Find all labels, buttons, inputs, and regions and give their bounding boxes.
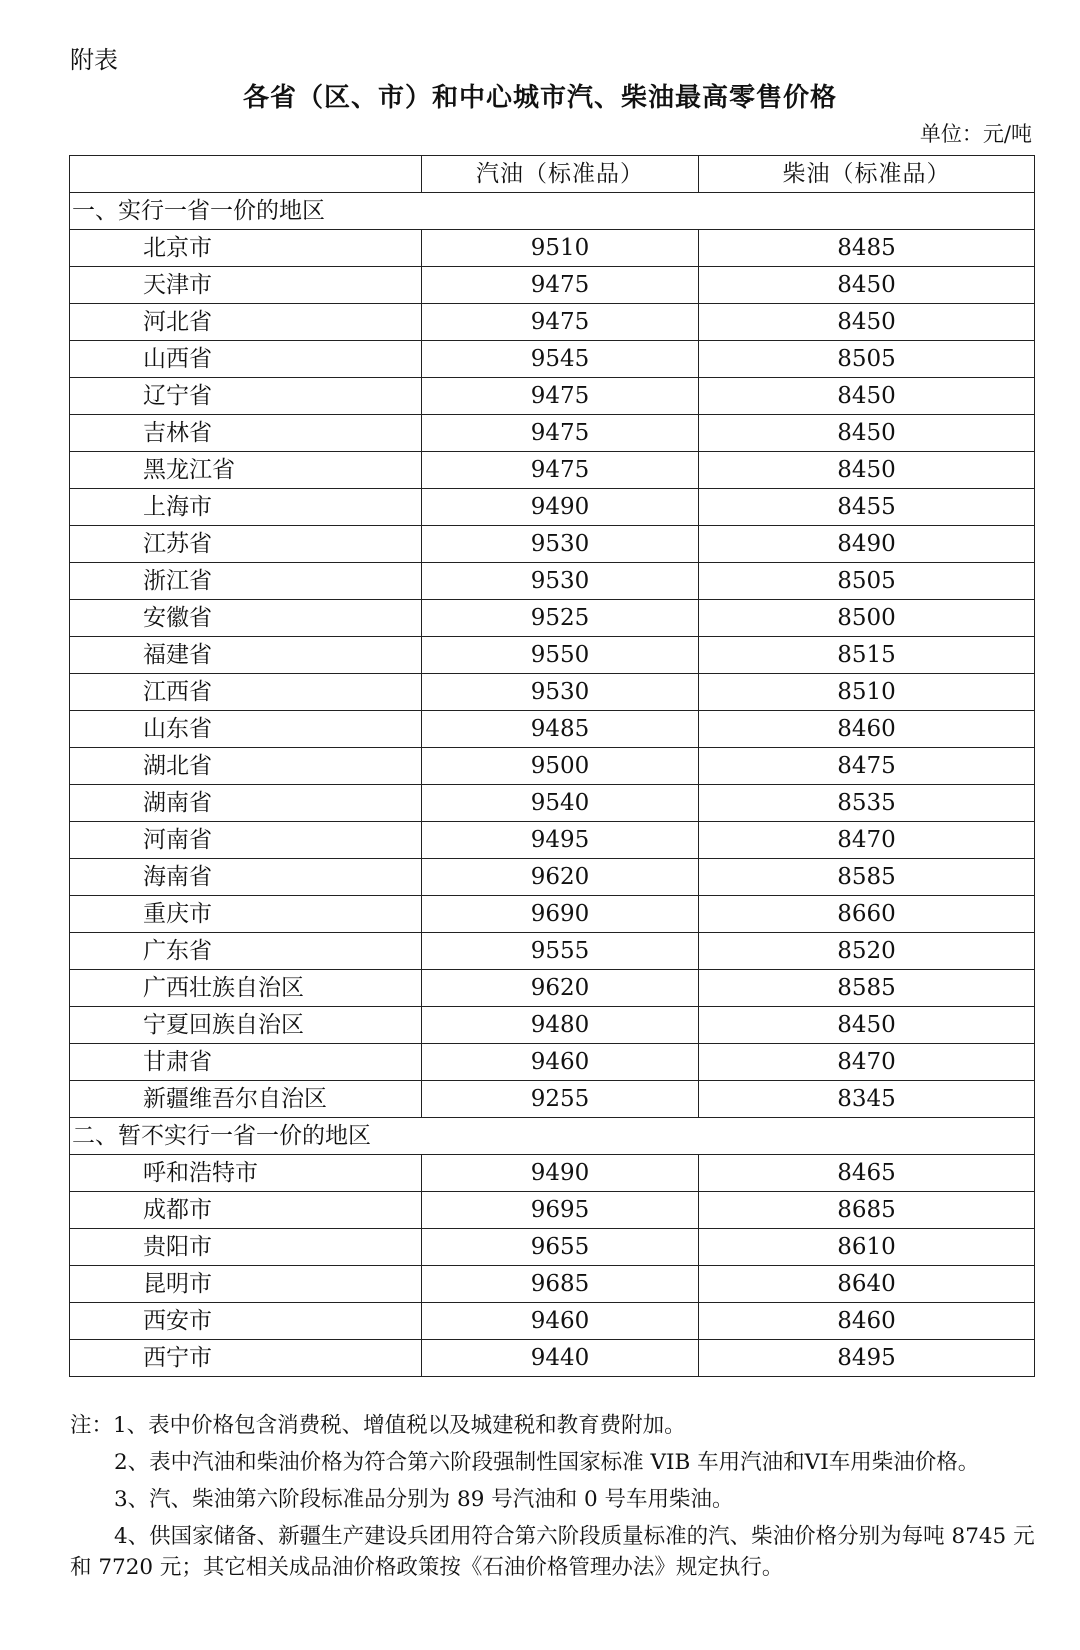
table-row <box>70 1266 1035 1303</box>
gasoline-price-cell: 9490 <box>422 489 699 526</box>
page-title: 各省（区、市）和中心城市汽、柴油最高零售价格 <box>242 83 837 113</box>
diesel-price-cell: 8460 <box>699 1303 1035 1340</box>
gasoline-price-cell: 9530 <box>422 526 699 563</box>
gasoline-price-cell: 9475 <box>422 304 699 341</box>
table-body <box>70 193 1035 1377</box>
table-row <box>70 970 1035 1007</box>
region-cell: 广东省 <box>70 933 422 970</box>
region-cell: 天津市 <box>70 267 422 304</box>
header-gasoline: 汽油（标准品） <box>422 156 699 193</box>
header-region <box>70 156 422 193</box>
diesel-price-cell: 8505 <box>699 341 1035 378</box>
table-row <box>70 600 1035 637</box>
diesel-price-cell: 8520 <box>699 933 1035 970</box>
diesel-price-cell: 8450 <box>699 452 1035 489</box>
table-row <box>70 822 1035 859</box>
table-row <box>70 933 1035 970</box>
table-row <box>70 489 1035 526</box>
table-row <box>70 230 1035 267</box>
section-row <box>70 1118 1035 1155</box>
table-row <box>70 896 1035 933</box>
table-row <box>70 415 1035 452</box>
gasoline-price-cell: 9545 <box>422 341 699 378</box>
diesel-price-cell: 8490 <box>699 526 1035 563</box>
unit-label: 单位：元/吨 <box>919 122 1032 146</box>
region-cell: 湖北省 <box>70 748 422 785</box>
attachment-label: 附表 <box>70 46 118 74</box>
table-row <box>70 1155 1035 1192</box>
gasoline-price-cell: 9510 <box>422 230 699 267</box>
diesel-price-cell: 8345 <box>699 1081 1035 1118</box>
gasoline-price-cell: 9460 <box>422 1303 699 1340</box>
table-row <box>70 674 1035 711</box>
diesel-price-cell: 8460 <box>699 711 1035 748</box>
table-row <box>70 1229 1035 1266</box>
diesel-price-cell: 8450 <box>699 304 1035 341</box>
region-cell: 新疆维吾尔自治区 <box>70 1081 422 1118</box>
diesel-price-cell: 8470 <box>699 1044 1035 1081</box>
region-cell: 山东省 <box>70 711 422 748</box>
region-cell: 宁夏回族自治区 <box>70 1007 422 1044</box>
note-2: 2、表中汽油和柴油价格为符合第六阶段强制性国家标准 VIB 车用汽油和VI车用柴油价格。 <box>114 1450 980 1475</box>
gasoline-price-cell: 9540 <box>422 785 699 822</box>
diesel-price-cell: 8610 <box>699 1229 1035 1266</box>
note-1: 注：1、表中价格包含消费税、增值税以及城建税和教育费附加。 <box>70 1413 686 1438</box>
gasoline-price-cell: 9485 <box>422 711 699 748</box>
region-cell: 北京市 <box>70 230 422 267</box>
region-cell: 上海市 <box>70 489 422 526</box>
diesel-price-cell: 8455 <box>699 489 1035 526</box>
diesel-price-cell: 8495 <box>699 1340 1035 1377</box>
gasoline-price-cell: 9620 <box>422 859 699 896</box>
diesel-price-cell: 8640 <box>699 1266 1035 1303</box>
gasoline-price-cell: 9690 <box>422 896 699 933</box>
region-cell: 重庆市 <box>70 896 422 933</box>
note-3: 3、汽、柴油第六阶段标准品分别为 89 号汽油和 0 号车用柴油。 <box>114 1487 734 1512</box>
gasoline-price-cell: 9475 <box>422 415 699 452</box>
region-cell: 河南省 <box>70 822 422 859</box>
gasoline-price-cell: 9460 <box>422 1044 699 1081</box>
region-cell: 成都市 <box>70 1192 422 1229</box>
gasoline-price-cell: 9530 <box>422 674 699 711</box>
diesel-price-cell: 8485 <box>699 230 1035 267</box>
table-row <box>70 1303 1035 1340</box>
header-diesel: 柴油（标准品） <box>699 156 1035 193</box>
diesel-price-cell: 8450 <box>699 267 1035 304</box>
gasoline-price-cell: 9475 <box>422 452 699 489</box>
gasoline-price-cell: 9550 <box>422 637 699 674</box>
gasoline-price-cell: 9490 <box>422 1155 699 1192</box>
table-row <box>70 304 1035 341</box>
note-4: 4、供国家储备、新疆生产建设兵团用符合第六阶段质量标准的汽、柴油价格分别为每吨 8745 元和 7720 元；其它相关成品油价格政策按《石油价格管理办法》规定执行。 <box>70 1524 1035 1580</box>
gasoline-price-cell: 9475 <box>422 378 699 415</box>
table-row <box>70 637 1035 674</box>
table-row <box>70 341 1035 378</box>
gasoline-price-cell: 9255 <box>422 1081 699 1118</box>
diesel-price-cell: 8475 <box>699 748 1035 785</box>
section-label: 二、暂不实行一省一价的地区 <box>70 1118 1035 1155</box>
region-cell: 浙江省 <box>70 563 422 600</box>
diesel-price-cell: 8500 <box>699 600 1035 637</box>
price-table <box>69 155 1035 1377</box>
region-cell: 贵阳市 <box>70 1229 422 1266</box>
region-cell: 昆明市 <box>70 1266 422 1303</box>
diesel-price-cell: 8505 <box>699 563 1035 600</box>
table-row <box>70 378 1035 415</box>
table-row <box>70 267 1035 304</box>
diesel-price-cell: 8450 <box>699 1007 1035 1044</box>
region-cell: 江西省 <box>70 674 422 711</box>
gasoline-price-cell: 9620 <box>422 970 699 1007</box>
region-cell: 山西省 <box>70 341 422 378</box>
gasoline-price-cell: 9695 <box>422 1192 699 1229</box>
table-row <box>70 711 1035 748</box>
diesel-price-cell: 8510 <box>699 674 1035 711</box>
region-cell: 甘肃省 <box>70 1044 422 1081</box>
region-cell: 黑龙江省 <box>70 452 422 489</box>
diesel-price-cell: 8515 <box>699 637 1035 674</box>
region-cell: 河北省 <box>70 304 422 341</box>
diesel-price-cell: 8465 <box>699 1155 1035 1192</box>
region-cell: 福建省 <box>70 637 422 674</box>
region-cell: 西宁市 <box>70 1340 422 1377</box>
table-row <box>70 1340 1035 1377</box>
region-cell: 安徽省 <box>70 600 422 637</box>
diesel-price-cell: 8450 <box>699 415 1035 452</box>
table-row <box>70 1044 1035 1081</box>
diesel-price-cell: 8685 <box>699 1192 1035 1229</box>
region-cell: 辽宁省 <box>70 378 422 415</box>
section-row <box>70 193 1035 230</box>
region-cell: 西安市 <box>70 1303 422 1340</box>
table-row <box>70 563 1035 600</box>
diesel-price-cell: 8585 <box>699 859 1035 896</box>
diesel-price-cell: 8535 <box>699 785 1035 822</box>
region-cell: 呼和浩特市 <box>70 1155 422 1192</box>
gasoline-price-cell: 9525 <box>422 600 699 637</box>
table-header-row <box>70 156 1035 193</box>
diesel-price-cell: 8450 <box>699 378 1035 415</box>
table-row <box>70 785 1035 822</box>
gasoline-price-cell: 9685 <box>422 1266 699 1303</box>
section-label: 一、实行一省一价的地区 <box>70 193 1035 230</box>
diesel-price-cell: 8660 <box>699 896 1035 933</box>
gasoline-price-cell: 9475 <box>422 267 699 304</box>
gasoline-price-cell: 9440 <box>422 1340 699 1377</box>
table-row <box>70 452 1035 489</box>
diesel-price-cell: 8585 <box>699 970 1035 1007</box>
gasoline-price-cell: 9480 <box>422 1007 699 1044</box>
table-row <box>70 859 1035 896</box>
gasoline-price-cell: 9555 <box>422 933 699 970</box>
gasoline-price-cell: 9655 <box>422 1229 699 1266</box>
region-cell: 海南省 <box>70 859 422 896</box>
table-row <box>70 1081 1035 1118</box>
table-row <box>70 748 1035 785</box>
region-cell: 广西壮族自治区 <box>70 970 422 1007</box>
table-row <box>70 1192 1035 1229</box>
region-cell: 吉林省 <box>70 415 422 452</box>
gasoline-price-cell: 9500 <box>422 748 699 785</box>
region-cell: 江苏省 <box>70 526 422 563</box>
diesel-price-cell: 8470 <box>699 822 1035 859</box>
gasoline-price-cell: 9530 <box>422 563 699 600</box>
table-row <box>70 526 1035 563</box>
gasoline-price-cell: 9495 <box>422 822 699 859</box>
notes <box>70 1410 1036 1589</box>
table-row <box>70 1007 1035 1044</box>
region-cell: 湖南省 <box>70 785 422 822</box>
